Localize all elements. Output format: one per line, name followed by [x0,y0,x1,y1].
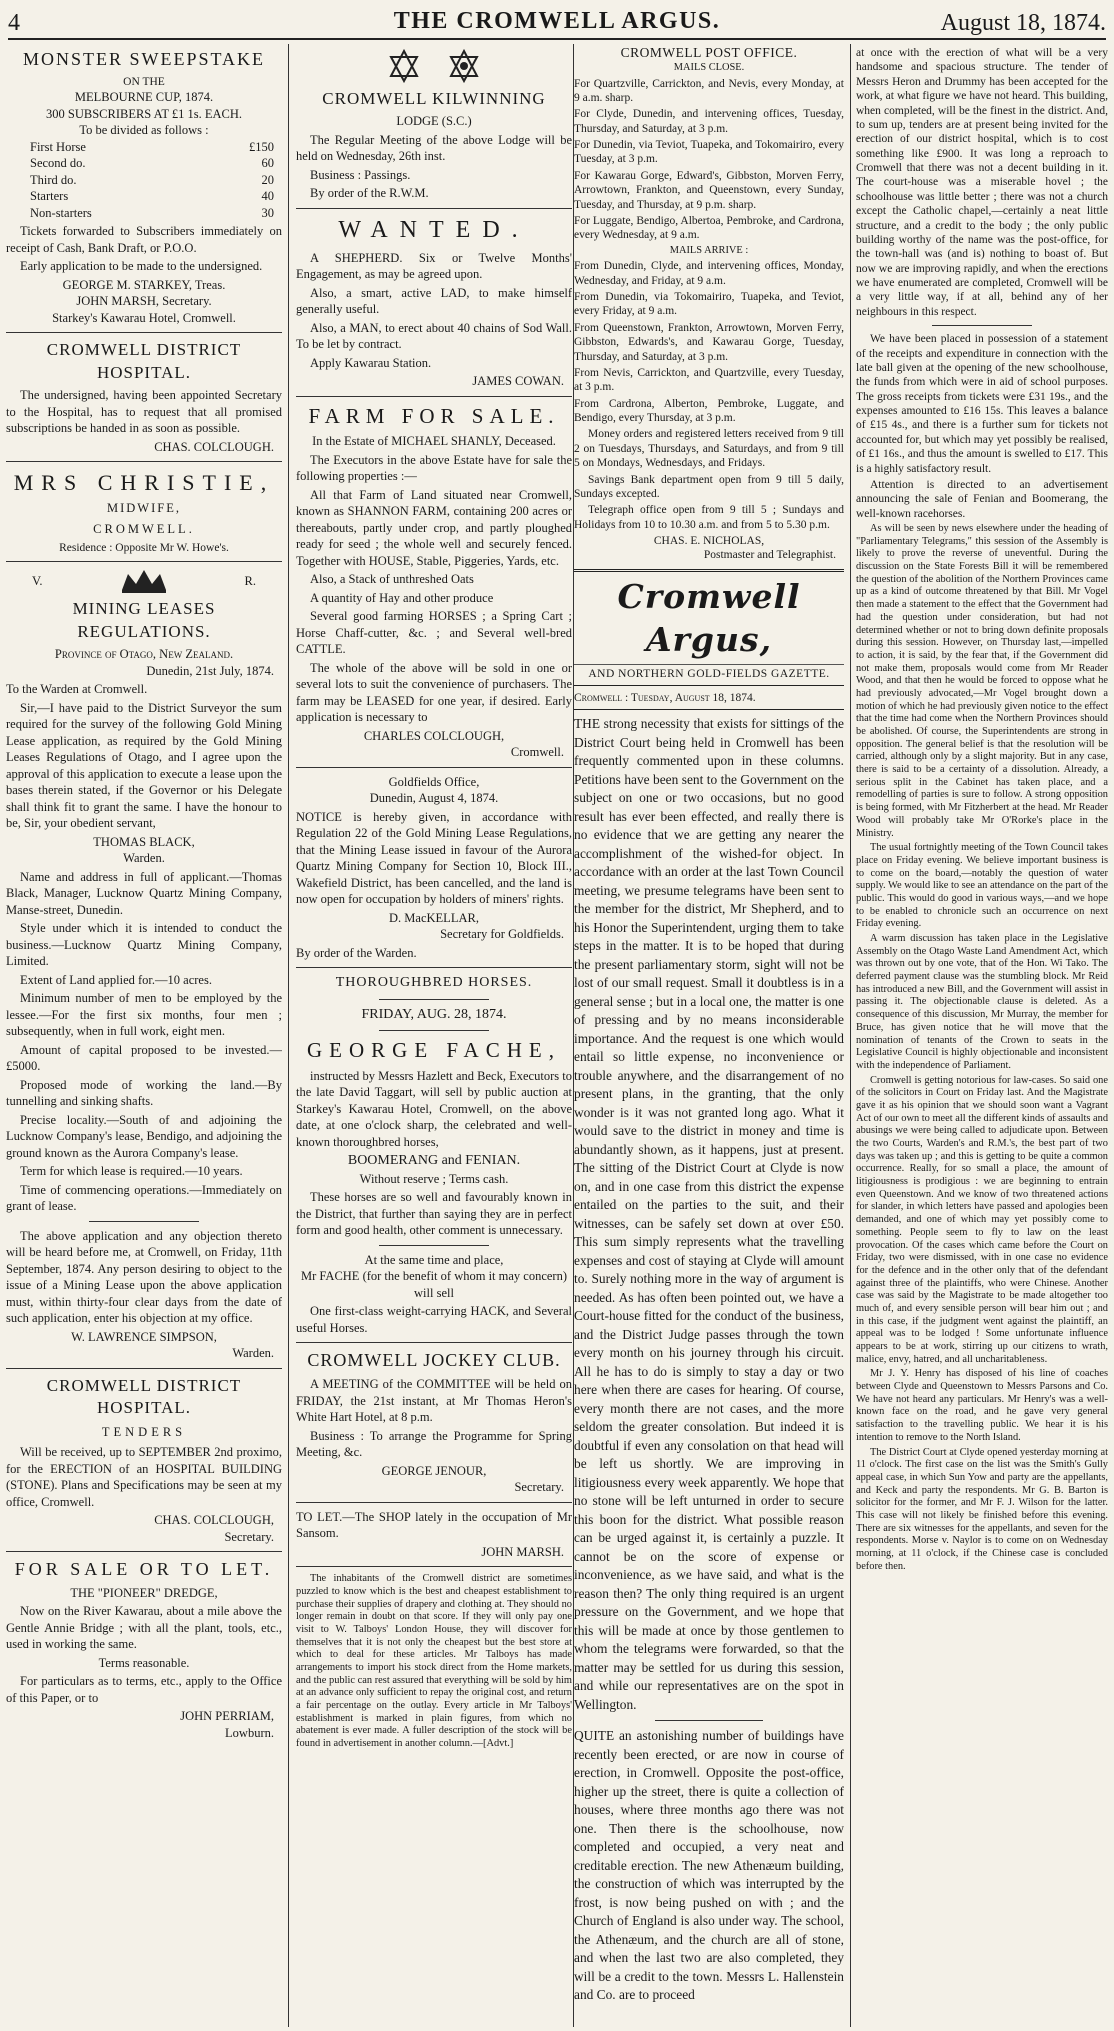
issue-date: August 18, 1874. [940,10,1106,36]
signature: Postmaster and Telegraphist. [703,549,836,562]
divider [296,1502,572,1503]
midwife-town: CROMWELL. [93,521,195,536]
divider [6,461,282,462]
dredge-particulars: For particulars as to terms, etc., apply to the Office of this Paper, or to [6,1674,282,1705]
crown-crest-icon [114,568,174,594]
signature: Secretary. [514,1480,564,1495]
divider [89,1221,199,1222]
wanted-item: A SHEPHERD. Six or Twelve Months' Engagement, as may be agreed upon. [296,250,572,282]
horses-mr: Mr FACHE (for the benefit of whom it may concern) will sell [300,1269,567,1300]
mail-close-item: For Clyde, Dunedin, and intervening offices, Tuesday, Thursday, and Saturday, at 3 p.m. [574,108,844,135]
signature: CHAS. COLCLOUGH, [154,1513,274,1528]
signature: W. LAWRENCE SIMPSON, [71,1329,217,1344]
mining-lease-notice [6,598,282,1361]
prize-label: Third do. [30,172,77,187]
divider [379,999,489,1000]
divider [655,1720,763,1721]
news-district-court: The District Court at Clyde opened yesterday morning at 11 o'clock. The first case on the list was the Smith's Gully appeal case, in which Sun Yow and party are the appellants, and Keck and party the respondents. Mr G. B. Barton is solicitor for the former, and Mr F. J. Wilson for the latter. This case will not likely be finished before this evening. There are six witnesses for the appellants, and seven for the respondents. Morse v. Naylor is to come on on Wednesday morning, at 11 o'clock, if the Chinese case is concluded before then. [856,1446,1108,1572]
savings-bank: Savings Bank department open from 9 till 5 daily, Sundays excepted. [574,473,844,500]
news-waste-land-act: A warm discussion has taken place in the Legislative Assembly on the Otago Waste Land Amendment Act, which was thrown out by one vote, that of the Hon. Wi Tako. The deferred payment clause was the stumbling block. Mr Reid has introduced a new Bill, and the Government will assist in passing it. The objectionable clause is deleted. As a consequence of this discussion, Mr Murray, the member for Bruce, has given notice that he will move that the nomination of tenants of the Crown to seats in the Legislative Council is highly objectionable and inconsistent with the independence of Parliament. [856,933,1108,1071]
jockey-title: CROMWELL JOCKEY CLUB. [307,1350,561,1371]
dredge-title: FOR SALE OR TO LET. [14,1559,274,1580]
editorial-buildings: QUITE an astonishing number of buildings have recently been erected, or are now in course of erection, in Cromwell. Opposite the post-office, higher up the street, there is quite a collection of houses, where three months ago there was not one. Then there is the schoolhouse, now completed and occupied, a very neat and creditable erection. The new Athenæum building, the construction of which was interrupted by the frost, is now being pushed on with ; and the Church of England is also under way. The school, the Athenæum, and the church are all of stone, and when the last two are also completed, they will be a credit to the town. Messrs L. Hallenstein and Co. are to proceed [574,1728,844,2003]
signature: CHAS. COLCLOUGH. [154,439,274,454]
notice-body: NOTICE is hereby given, in accordance with Regulation 22 of the Gold Mining Lease Regulations, that the Mining Lease issued in favour of the Aurora Quartz Mining Company for Section 10, Block III., Wakefield District, has been cancelled, and the land is now open for occupation by holders of miners' rights. [296,809,572,907]
horses-title: THOROUGHBRED HORSES. [335,975,533,991]
goldfields-notice [296,774,572,962]
prize-amount: £150 [249,139,274,154]
horses-body: instructed by Messrs Hazlett and Beck, Executors to the late David Taggart, will sell by public auction at Starkey's Kawarau Hotel, Cromwell, on the above date, at one o'clock sharp, the celebrated and well-known thoroughbred horses, [296,1068,572,1149]
notice-dateline: Dunedin, August 4, 1874. [369,791,499,806]
nameplate-title: Cromwell Argus, [617,576,801,660]
talboys-advertorial: The inhabitants of the Cromwell district are sometimes puzzled to know which is the best and cheapest establishment to purchase their supplies of drapery and clothing at. They should no longer remain in doubt on that score. If they will only pay one visit to W. Talboys' London House, they will discover for themselves that it is not only the cheapest but the best store at which to deal for these articles. Mr Talboys has made arrangements to import his stock direct from the Home markets, and the public can rest assured that everything will be sold by him at an advance only sufficient to repay the original cost, and return a fair percentage on the outlay. Every article in Mr Talboys' establishment is marked in plain figures, from which no abatement is ever made. A fuller description of the stock will be found in advertisement in another column.—[Advt.] [296,1573,572,1750]
prize-row [6,188,282,205]
divider [296,967,572,968]
star-emblem-icon [446,48,482,84]
tenders-heading: TENDERS [101,1424,187,1439]
horses-date: FRIDAY, AUG. 28, 1874. [361,1006,507,1022]
signature: GEORGE M. STARKEY, Treas. [62,277,226,292]
paper-title: THE CROMWELL ARGUS. [393,8,721,34]
jockey-club-notice [296,1349,572,1495]
mails-arrive-heading: MAILS ARRIVE : [669,244,749,256]
sweepstake-ad [6,48,282,326]
news-school-ball: We have been placed in possession of a statement of the receipts and expenditure in connection with the late ball given at the opening of the new schoolhouse, the funds from which were in aid of school purposes. The gross receipts from tickets were £31 19s., and the expenses amounted to £16 15s. This leaves a balance of £15 4s., and there is a further sum for tickets not accounted for, but which may yet possibly be realised, of £1 16s., and thus the amount is swelled to £17. This is a highly satisfactory result. [856,333,1108,475]
mining-item: Precise locality.—South of and adjoining the Lucknow Company's lease, Bendigo, and adjoining the ground known as the Aurora Company's lease. [6,1112,282,1160]
nameplate [574,569,844,686]
wanted-item: Also, a MAN, to erect about 40 chains of Sod Wall. To be let by contract. [296,320,572,352]
news-racehorses: Attention is directed to an advertisement announcing the sale of Fenian and Boomerang, the well-known racehorses. [856,478,1108,520]
wanted-ad [296,215,572,390]
mail-arrive-item: From Queenstown, Frankton, Arrowtown, Morven Ferry, Gibbston, Edwards's, and Kawarau Gorge, Tuesday, Thursday, and Saturday, at 3 p.m. [574,321,844,363]
signature: Secretary. [224,1529,274,1544]
lodge-body: The Regular Meeting of the above Lodge will be held on Wednesday, 26th inst. [296,132,572,164]
prize-row [6,155,282,172]
horses-hack: One first-class weight-carrying HACK, and Several useful Horses. [296,1304,572,1335]
tenders-body: Will be received, up to SEPTEMBER 2nd proximo, for the ERECTION of an HOSPITAL BUILDING (STONE). Plans and Specifications may be seen at my office, Cromwell. [6,1445,282,1509]
signature: JAMES COWAN. [472,374,564,389]
hospital-title: CROMWELL DISTRICT HOSPITAL. [46,340,242,382]
hospital-tenders-title: CROMWELL DISTRICT HOSPITAL. [46,1375,242,1418]
wanted-item: Also, a smart, active LAD, to make himself generally useful. [296,285,572,317]
prize-amount: 60 [261,156,274,171]
sweepstake-subscribers: 300 SUBSCRIBERS AT £1 1s. EACH. [46,106,242,121]
divider [6,1551,282,1552]
money-orders: Money orders and registered letters received from 9 till 2 on Tuesdays, Thursdays, and Saturdays, and from 9 till 5 on Mondays, Wednesdays, and Fridays. [574,428,844,470]
divider [6,1368,282,1369]
signature: CHAS. E. NICHOLAS, [653,535,765,548]
post-title: CROMWELL POST OFFICE. [620,45,798,60]
mail-arrive-item: From Nevis, Carrickton, and Quartzville, every Tuesday, at 3 p.m. [574,366,844,394]
mining-objection: The above application and any objection thereto will be heard before me, at Cromwell, on Friday, 11th September, 1874. Any person desiring to object to the issue of a Mining Lease upon the above application must, within thirty-four clear days from the date of such application, enter his objection at my office. [6,1228,282,1326]
mining-to: To the Warden at Cromwell. [6,682,148,697]
mining-province: Province of Otago, New Zealand. [54,647,234,662]
column-3 [574,44,844,2027]
mails-close-heading: MAILS CLOSE. [673,61,745,73]
mail-close-item: For Luggate, Bendigo, Albertoa, Pembroke, and Cardrona, every Wednesday, at 9 a.m. [574,214,844,242]
sweepstake-on-the: ON THE [123,75,165,88]
divider [296,767,572,768]
signature: JOHN MARSH. [481,1544,564,1559]
divider [379,1245,489,1246]
dredge-name: THE "PIONEER" DREDGE, [70,1585,218,1600]
horses-reserve: Without reserve ; Terms cash. [359,1171,509,1186]
farm-body: The whole of the above will be sold in one or several lots to suit the convenience of purchasers. The farm may be LEASED for one year, if desired. Early application is necessary to [296,660,572,725]
horses-body2: These horses are so well and favourably known in the District, that further than saying they are in perfect form and good health, other comment is unnecessary. [296,1190,572,1238]
mining-item: Style under which it is intended to conduct the business.—Lucknow Quartz Mining Company, Limited. [6,921,282,969]
prize-label: Second do. [30,156,86,171]
prize-row [6,172,282,189]
mail-close-item: For Dunedin, via Teviot, Tuapeka, and Tokomairiro, every Tuesday, at 3 p.m. [574,139,844,166]
divider [379,1030,489,1031]
jockey-body: A MEETING of the COMMITTEE will be held on FRIDAY, the 21st instant, at Mr Thomas Heron's White Hart Hotel, at 8 p.m. [296,1377,572,1425]
farm-item: Several good farming HORSES ; a Spring Cart ; Horse Chaff-cutter, &c. ; and Several well-bred CATTLE. [296,609,572,657]
sweepstake-divided: To be divided as follows : [79,123,209,138]
farm-intro: The Executors in the above Estate have for sale the following properties :— [296,452,572,484]
mining-item: Extent of Land applied for.—10 acres. [20,972,212,987]
mining-item: Minimum number of men to be employed by the lessee.—For the first six months, four men ; subsequently, when in full work, eight men. [6,991,282,1039]
signature: Starkey's Kawarau Hotel, Cromwell. [52,310,236,325]
news-buildings-cont: at once with the erection of what will be a very handsome and spacious structure. The tender of Messrs Heron and Drummy has been accepted for the work, at what figure we have not heard. This building, when completed, will be the finest in the district. And, to sum up, tenders are at present being invited for the erection of our district hospital, which is to cost something like £900. It was long a reproach to Cromwell that there was not a decent building in it. The court-house was a miserable hovel ; the schoolhouse was little better ; there was not a church except the Catholic chapel,—certainly a neat little structure, and a credit to the body ; the only public building worthy of the name was the post-office, for the town-hall was (and is) nothing to boast of. But now we are improving rapidly, and when the erections we have enumerated are completed, Cromwell will be a very little way, if at all, behind any of her neighbours in this respect. [856,47,1108,318]
mail-arrive-item: From Dunedin, via Tokomairiro, Tuapeka, and Teviot, every Friday, at 9 a.m. [574,291,844,318]
mining-title: MINING LEASES REGULATIONS. [72,599,216,641]
divider [296,1342,572,1343]
mining-item: Time of commencing operations.—Immediately on grant of lease. [6,1182,282,1214]
divider [6,561,282,562]
news-coaches: Mr J. Y. Henry has disposed of his line of coaches between Clyde and Queenstown to Messrs Parsons and Co. We have not heard any particulars. Mr Henry's was a well-known face on the road, and he gave very general satisfaction to the travelling public. We hear it is his intention to remove to the North Island. [856,1368,1108,1443]
column-rule [850,44,851,2027]
post-office-notice [574,44,844,563]
signature: JOHN MARSH, Secretary. [76,294,212,309]
auctioneer-name: GEORGE FACHE, [307,1038,561,1063]
signature: Secretary for Goldfields. [440,927,564,942]
prize-amount: 30 [261,205,274,220]
editorial-dateline: Cromwell : Tuesday, August 18, 1874. [574,688,844,710]
farm-title: FARM FOR SALE. [308,403,560,428]
prize-label: Non-starters [30,205,92,220]
mail-close-item: For Kawarau Gorge, Edward's, Gibbston, Morven Ferry, Arrowtown, Frankton, and Queenstown, every Sunday, Tuesday, and Thursday, at 9 p.m. sharp. [574,169,844,211]
signature: CHARLES COLCLOUGH, [363,728,505,743]
masonic-emblem [296,48,572,84]
signature: JOHN PERRIAM, [180,1709,274,1724]
sweepstake-title: MONSTER SWEEPSTAKE [22,49,266,69]
r-letter: R. [244,574,256,589]
wanted-title: WANTED. [338,216,530,243]
column-4 [856,44,1108,2027]
mining-item: Proposed mode of working the land.—By tunnelling and sinking shafts. [6,1077,282,1109]
signature: D. MacKELLAR, [389,910,479,925]
midwife-line: MIDWIFE, [107,501,181,516]
column-rule [288,44,289,2027]
signature: Warden. [123,851,165,866]
prize-amount: 40 [261,189,274,204]
signature: THOMAS BLACK, [93,834,195,849]
prize-amount: 20 [261,172,274,187]
midwife-title: MRS CHRISTIE, [13,470,275,495]
news-parliament: As will be seen by news elsewhere under the heading of "Parliamentary Telegrams," this session of the Assembly is likely to prove the reverse of uneventful. During the discussion on the State Forests Bill it will be remembered the question of the abolition of the Northern Provinces came up as a kind of outcome threatened by that Bill. Mr Vogel then made a statement to the effect that the Government had had the question under consideration, but had not determined whether or not to bring down definite proposals during this session. However, on Thursday last,—impelled to action, it is said, by the fear that, if the Government did not make them, proposals would come from Mr Reader Wood, and that then he would be forced to oppose what he had previously advocated,—Mr Vogel brought down a motion of which he had previously given notice to the effect that the time had come when the Northern Provinces should be abolished. Of course, the Superintendents are strong in opposition. The general belief is that the resolution will be carried, although only by a slight majority. But in any case, there is said to be a certainty of a dissolution. Already, a serious split in the Cabinet has taken place, and a remodelling of parties is sure to follow. A strong opposition is being formed, with Mr Fitzherbert at the head. Mr Reader Wood will probably take Mr O'Rorke's place in the Ministry. [856,523,1108,839]
divider [296,1566,572,1567]
mining-body: Sir,—I have paid to the District Surveyor the sum required for the survey of the following Gold Mining Lease application, as required by the Gold Mining Leases Regulations of Otago, and I agree upon the approval of this application to execute a lease upon the bases therein stated, if the Governor or his Delegate shall think fit to grant the same. I have the honour to be, Sir, your obedient servant, [6,700,282,831]
dredge-ad [6,1558,282,1741]
masthead [8,6,1106,40]
horses-same: At the same time and place, [364,1252,504,1267]
compass-square-icon [386,48,422,84]
prize-label: Starters [30,189,69,204]
lodge-title: CROMWELL KILWINNING [322,89,546,108]
prize-row [6,139,282,156]
midwife-ad [6,468,282,555]
tolet-body: TO LET.—The SHOP lately in the occupation of Mr Sansom. [296,1509,572,1541]
signature: Warden. [232,1346,274,1361]
farm-sale-ad [296,403,572,761]
column-2 [296,44,572,2027]
divider [296,208,572,209]
news-law-cases: Cromwell is getting notorious for law-cases. So said one of the solicitors in Court on Friday last. And the Magistrate gave it as his opinion that we should soon want a Vagrant Act of our own to meet all the different kinds of assaults and abusings we were being called to adjudicate upon. Between the two Courts, Warden's and R.M.'s, the best part of two days was taken up ; and this is getting to be quite a common occurrence. Really, for so small a place, the amount of litigiousness is prodigious : we are beginning to entrain even Queenstown. And we know of two threatened actions for slander, in which letters have passed and apologies been demanded, and one of which may yet possibly come to something. People seem to fly to law on the least provocation. Of the cases which came before the Court on Friday, two were dismissed, with in one case no evidence for the defence and in the other only that of the defendant against three of the plaintiffs, who were Chinese. Another case was said by the Magistrate to be made altogether too much of, and every sensible person will bear him out ; and in this case, if the judgment went against the plaintiff, an appeal was to be lodged ! Some unfortunate influence appears to be at work, stirring up our citizens to wrath, malice, envy, hatred, and all uncharitableness. [856,1074,1108,1365]
divider [932,325,1033,326]
sweepstake-early: Early application to be made to the undersigned. [20,259,263,274]
telegraph-hours: Telegraph office open from 9 till 5 ; Sundays and Holidays from 10 to 10.30 a.m. and from 5 to 5.30 p.m. [574,504,844,531]
wanted-item: Apply Kawarau Station. [310,355,432,370]
column-1 [6,44,282,2027]
mail-arrive-item: From Dunedin, Clyde, and intervening offices, Monday, Wednesday, and Friday, at 9 a.m. [574,260,844,287]
nameplate-subtitle: AND NORTHERN GOLD-FIELDS GAZETTE. [574,664,844,682]
midwife-residence: Residence : Opposite Mr W. Howe's. [59,542,229,555]
prize-label: First Horse [30,139,86,154]
mail-close-item: For Quartzville, Carrickton, and Nevis, every Monday, at 9 a.m. sharp. [574,77,844,104]
horses-auction [296,974,572,1336]
hospital-body: The undersigned, having been appointed Secretary to the Hospital, has to request that all promised subscriptions be handed in as soon as possible. [6,388,282,435]
signature: GEORGE JENOUR, [381,1463,487,1478]
editorial-district-court: THE strong necessity that exists for sittings of the District Court being held in Cromwell has been frequently commented upon in these columns. Petitions have been sent to the Government on the subject on one or two occasions, but no good result has ever been effected, and really there is no evidence that we are getting any nearer the accomplishment of the wished-for object. In accordance with an order at the last Town Council meeting, we presume telegrams have been sent to the member for the district, Mr Shepherd, and to his Honor the Superintendent, urging them to take steps in the matter. It is to be hoped that during the present parliamentary storm, sight will not be lost of our small request. Small it doubtless is in a general sense ; but in a local one, the matter is one of pressing and by no means inconsiderable importance. And the request is one which would entail so little expense, no inconvenience or trouble anywhere, and the disarrangement of no present plans, in the granting, that the only wonder is it was not granted long ago. What it would save to the district in money and time is abundantly shown, as it happens, just at present. The sitting of the District Court at Clyde is now on, and in one case from this district the expense entailed on the parties to the suit, and their witnesses, can be safely set down at over £50. This sum simply represents what the travelling expenses and cost of staying at Clyde will amount to. Surely nothing more in the way of argument is needed. As has often been pointed out, we have a Court-house fitted for the conduct of the business, and the District Judge passes through the town every month on his journey through his circuit. All he has to do is simply to stay a day or two here when there are cases for hearing. Of course, every month there are not cases, and the more seldom the greater consolation. But indeed it is doubtful if even any consolation on that head will be left us shortly. We are improving in litigiousness every week apparently. We hope that no stone will be left unturned in order to secure this boon for the district. What possible reason can be urged against it, is certainly a puzzle. It cannot be on the score of expense or inconvenience, as we have said, and what is the reason then? The only thing required is an urgent pressure on the Government, and we hope that this will be made at once by those gentlemen to whom the telegrams were forwarded, so that the matter may be settled for us during this session, and while our representatives are on the spot in Wellington. [574,716,844,1712]
notice-dateline: Goldfields Office, [388,774,480,789]
lodge-order: By order of the R.W.M. [310,186,429,201]
hospital-tenders [6,1375,282,1545]
mail-arrive-item: From Cardrona, Alberton, Pembroke, Luggate, and Bendigo, every Thursday, at 3 p.m. [574,397,844,425]
farm-item: Also, a Stack of unthreshed Oats [310,572,474,587]
farm-item: A quantity of Hay and other produce [310,590,494,605]
horses-names: BOOMERANG and FENIAN. [347,1153,521,1169]
mining-item: Term for which lease is required.—10 years. [20,1164,243,1179]
jockey-business: Business : To arrange the Programme for Spring Meeting, &c. [296,1428,572,1460]
farm-estate: In the Estate of MICHAEL SHANLY, Deceased. [312,434,556,449]
shop-to-let [296,1509,572,1561]
mining-item: Amount of capital proposed to be invested.—£5000. [6,1042,282,1074]
divider [6,332,282,333]
divider [296,396,572,397]
farm-item: All that Farm of Land situated near Cromwell, known as SHANNON FARM, containing 200 acres or thereabouts, partly under crop, and partly ploughed ready for seed ; the whole well and securely fenced. Together with HOUSE, Stable, Piggeries, Yards, etc. [296,487,572,568]
hospital-notice [6,339,282,455]
prize-row [6,205,282,222]
sweepstake-tickets: Tickets forwarded to Subscribers immediately on receipt of Cash, Bank Draft, or P.O.O. [6,224,282,255]
dredge-body: Now on the River Kawarau, about a mile above the Gentle Annie Bridge ; with all the plant, tools, etc., used in working the same. [6,1604,282,1652]
lodge-sub: LODGE (S.C.) [396,114,472,129]
news-town-council: The usual fortnightly meeting of the Town Council takes place on Friday evening. We believe important business is to come on the board,—notably the question of water supply. We would like to see an attendance on the part of the public. This would do good in various ways,—and we hope to be enabled to chronicle such an occurrence on next Friday evening. [856,842,1108,930]
royal-arms [6,568,282,594]
page-number: 4 [8,10,20,36]
lodge-business: Business : Passings. [310,167,411,182]
notice-order: By order of the Warden. [296,945,417,960]
mining-dateline: Dunedin, 21st July, 1874. [146,663,274,678]
signature: Cromwell. [510,745,564,760]
mining-item: Name and address in full of applicant.—Thomas Black, Manager, Lucknow Quartz Mining Company, Manse-street, Dunedin. [6,869,282,917]
sweepstake-cup: MELBOURNE CUP, 1874. [74,90,214,105]
lodge-notice [296,48,572,202]
v-letter: V. [32,574,43,589]
dredge-terms: Terms reasonable. [98,1655,190,1670]
signature: Lowburn. [225,1725,274,1740]
